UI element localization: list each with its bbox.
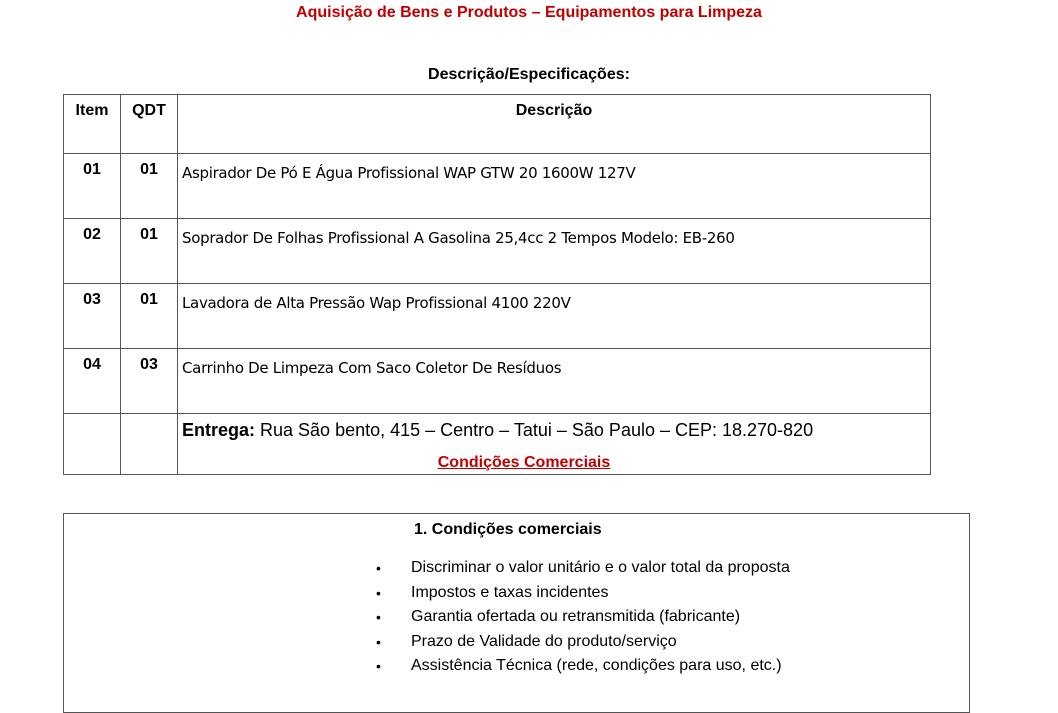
column-header-description: Descrição [178,95,931,154]
row-quantity: 03 [121,349,178,414]
conditions-box [63,513,970,713]
table-row [64,219,931,284]
row-item-number: 01 [64,154,121,219]
row-quantity: 01 [121,219,178,284]
list-item-text: Prazo de Validade do produto/serviço [411,632,677,650]
row-description: Lavadora de Alta Pressão Wap Profissional 4100 220V [178,284,931,349]
column-header-item: Item [64,95,121,154]
bullet-icon: • [376,658,381,674]
table-row [64,154,931,219]
row-item-number: 03 [64,284,121,349]
conditions-section-title: Condições Comerciais [437,454,611,471]
column-header-qty: QDT [121,95,178,154]
table-row [64,284,931,349]
list-item [374,556,790,581]
bullet-icon: • [376,584,381,601]
list-item-text: Discriminar o valor unitário e o valor total da proposta [411,559,790,576]
list-item-text: Assistência Técnica (rede, condições para uso, etc.) [411,657,782,674]
conditions-box-heading: 1. Condições comerciais [414,521,602,538]
row-item-number: 02 [64,219,121,284]
list-item [374,581,790,606]
row-quantity: 01 [121,154,178,219]
conditions-list [374,556,790,679]
row-description: Carrinho De Limpeza Com Saco Coletor De Resíduos [178,349,931,414]
row-description: Soprador De Folhas Profissional A Gasolina 25,4cc 2 Tempos Modelo: EB-260 [178,219,931,284]
bullet-icon: • [376,633,381,650]
table-header-row [64,95,931,154]
document-title: Aquisição de Bens e Produtos – Equipamentos para Limpeza [296,4,762,21]
table-row [64,349,931,414]
row-description: Aspirador De Pó E Água Profissional WAP GTW 20 1600W 127V [178,154,931,219]
list-item-text: Garantia ofertada ou retransmitida (fabricante) [411,608,741,625]
delivery-address: Rua São bento, 415 – Centro – Tatui – São Paulo – CEP: 18.270-820 [255,420,814,440]
row-item-number: 04 [64,349,121,414]
section-subtitle: Descrição/Especificações: [428,66,630,83]
bullet-icon: • [376,609,381,625]
list-item [374,605,790,630]
list-item-text: Impostos e taxas incidentes [411,583,609,601]
list-item [374,630,790,655]
delivery-label: Entrega: [182,420,256,440]
row-quantity: 01 [121,284,178,349]
items-table [63,94,931,475]
bullet-icon: • [376,560,381,576]
